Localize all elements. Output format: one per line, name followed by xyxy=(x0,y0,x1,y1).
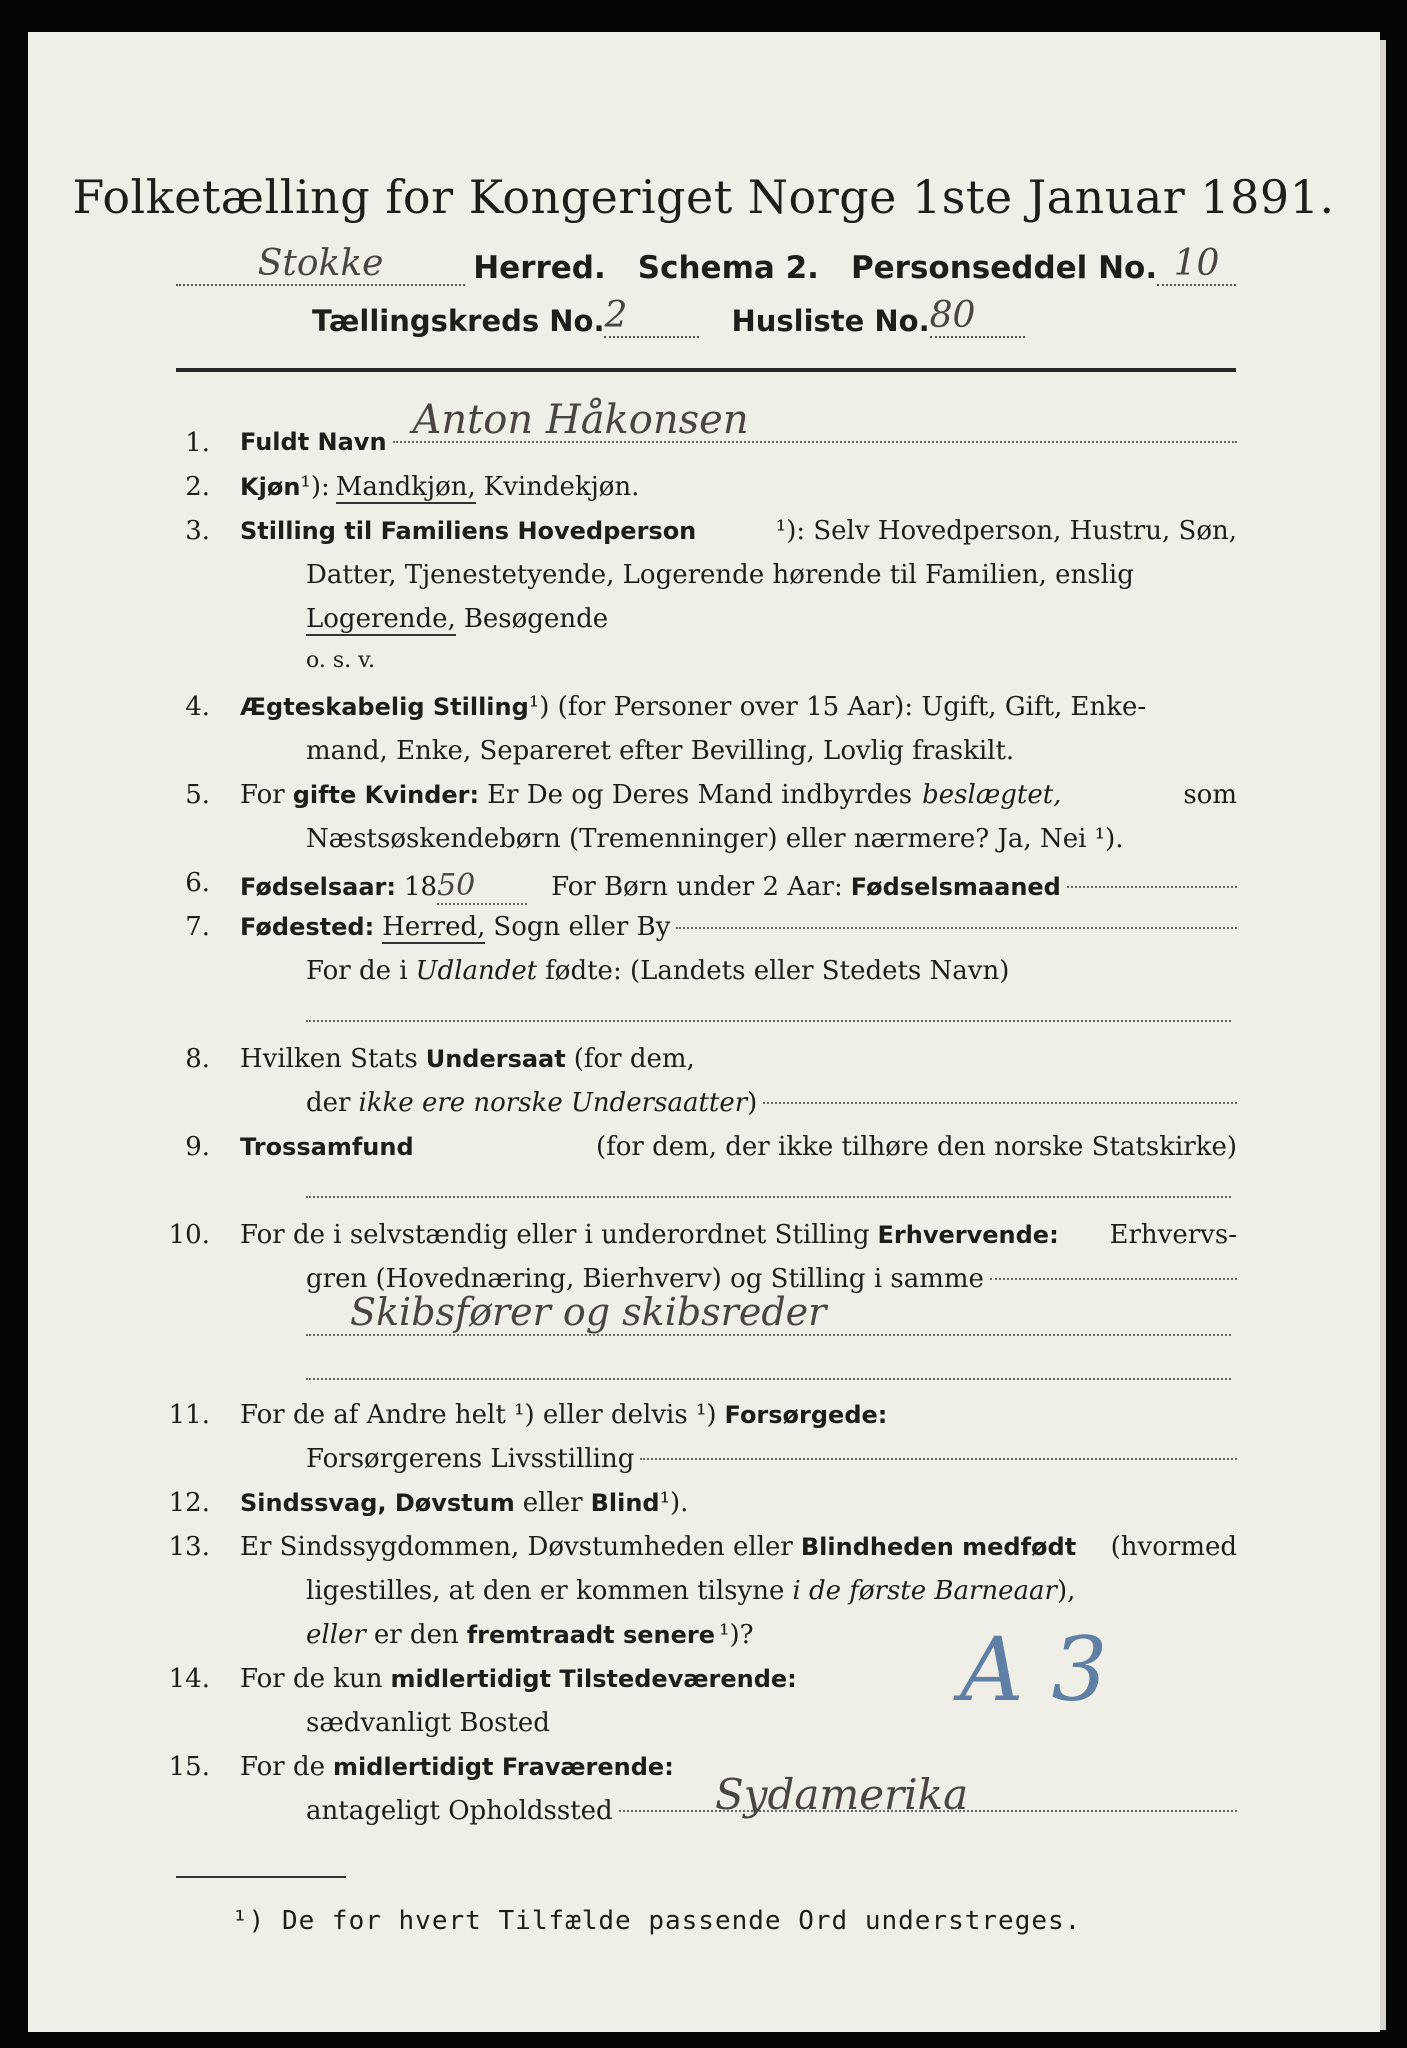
q10-line2: gren (Hovednæring, Bierhverv) og Stilling i samme xyxy=(306,1264,984,1294)
forsorgede-label: Forsørgede: xyxy=(724,1401,888,1429)
q15-pre: For de xyxy=(240,1752,325,1782)
item-4 xyxy=(0,692,1407,736)
fuldt-navn-label: Fuldt Navn xyxy=(240,428,387,456)
item-3 xyxy=(0,516,1407,560)
taellingskreds-value: 2 xyxy=(604,295,628,336)
q10-pre: For de i selvstændig eller i underordnet Stilling xyxy=(240,1220,870,1250)
kjon-label: Kjøn xyxy=(240,473,301,501)
item-number: 7. xyxy=(185,912,210,942)
q5-beslaegtet: beslægtet, xyxy=(922,780,1062,810)
answer-line-10a xyxy=(306,1334,1231,1336)
herred-field xyxy=(176,243,465,286)
occupation-answer: Skibsfører og skibsreder xyxy=(350,1290,827,1334)
q7-text: Sogn eller By xyxy=(493,912,671,942)
blue-annotation: A 3 xyxy=(960,1618,1108,1721)
q15-line2: antageligt Opholdssted xyxy=(306,1796,613,1826)
form-title: Folketælling for Kongeriget Norge 1ste Januar 1891. xyxy=(72,170,1335,224)
q11-line2: Forsørgerens Livsstilling xyxy=(306,1444,635,1474)
item-number: 3. xyxy=(185,516,210,546)
fodselsaar-field xyxy=(437,868,527,905)
item-15-line-2 xyxy=(0,1796,1407,1840)
q13-line2-pre: ligestilles, at den er kommen tilsyne xyxy=(306,1576,785,1606)
gifte-kvinder-label: gifte Kvinder: xyxy=(292,781,480,809)
item-8-line-2 xyxy=(0,1088,1407,1132)
item-10 xyxy=(0,1220,1407,1264)
item-12 xyxy=(0,1488,1407,1532)
q5-pre: For xyxy=(240,780,285,810)
q7-line2-pre: For de i xyxy=(306,956,408,986)
item-number: 15. xyxy=(168,1752,210,1782)
item-number: 2. xyxy=(185,472,210,502)
undersaat-label: Undersaat xyxy=(425,1045,566,1073)
q7-udlandet: Udlandet xyxy=(415,956,538,986)
answer-line-7 xyxy=(306,1020,1231,1022)
item-6 xyxy=(0,868,1407,912)
q8-line2-it: ikke ere norske Undersaatter xyxy=(358,1088,748,1118)
header-row-herred xyxy=(176,236,1236,286)
item-number: 9. xyxy=(185,1132,210,1162)
q11-pre: For de af Andre helt ¹) eller delvis ¹) xyxy=(240,1400,717,1430)
husliste-field xyxy=(930,295,1025,338)
q14-pre: For de kun xyxy=(240,1664,383,1694)
osv-text: o. s. v. xyxy=(306,648,375,673)
item-13 xyxy=(0,1532,1407,1576)
q6-text: For Børn under 2 Aar: xyxy=(551,872,843,902)
q13-line3-it: eller xyxy=(306,1620,366,1650)
fodested-label: Fødested: xyxy=(240,913,375,941)
q14-line2: sædvanligt Bosted xyxy=(306,1708,550,1738)
option-kvindekjon: Kvindekjøn. xyxy=(483,472,640,502)
stilling-label: Stilling til Familiens Hovedperson xyxy=(240,517,697,545)
footnote-mark: ¹)? xyxy=(719,1620,754,1650)
fodselsaar-prefix: 18 xyxy=(404,872,438,902)
footnote: ¹) De for hvert Tilfælde passende Ord understreges. xyxy=(232,1906,1082,1936)
q8-line2-pre: der xyxy=(306,1088,351,1118)
stilling-options-1: ¹): Selv Hovedperson, Hustru, Søn, xyxy=(775,516,1237,546)
husliste-label: Husliste No. xyxy=(731,304,930,338)
item-1 xyxy=(0,397,1407,472)
footnote-rule xyxy=(176,1876,346,1878)
stilling-options-2: Datter, Tjenestetyende, Logerende hørende til Familien, enslig xyxy=(306,560,1134,590)
item-3-line-2 xyxy=(0,560,1407,604)
q5-text: Er De og Deres Mand indbyrdes xyxy=(487,780,913,810)
q13-pre: Er Sindssygdommen, Døvstumheden eller xyxy=(240,1532,793,1562)
option-mandkjon: Mandkjøn, xyxy=(335,472,476,502)
item-13-line-2 xyxy=(0,1576,1407,1620)
fodselsaar-label: Fødselsaar: xyxy=(240,873,396,901)
item-7 xyxy=(0,912,1407,956)
item-number: 13. xyxy=(168,1532,210,1562)
item-8 xyxy=(0,1044,1407,1088)
q8-pre: Hvilken Stats xyxy=(240,1044,418,1074)
item-7-line-2 xyxy=(0,956,1407,1000)
fravaerende-label: midlertidigt Fraværende: xyxy=(333,1753,674,1781)
q13-rest: (hvormed xyxy=(1110,1532,1237,1562)
option-herred: Herred, xyxy=(382,912,486,942)
sindssvag-label: Sindssvag, Døvstum xyxy=(240,1489,515,1517)
opholdssted-answer: Sydamerika xyxy=(715,1770,969,1819)
item-9 xyxy=(0,1132,1407,1176)
item-2 xyxy=(0,472,1407,516)
blind-label: Blind xyxy=(590,1489,660,1517)
item-11-line-2 xyxy=(0,1444,1407,1488)
item-11 xyxy=(0,1400,1407,1444)
blindheden-label: Blindheden medfødt xyxy=(800,1533,1077,1561)
husliste-value: 80 xyxy=(929,295,976,336)
item-number: 4. xyxy=(185,692,210,722)
q5-som: som xyxy=(1183,780,1237,810)
aegteskab-options-2: mand, Enke, Separeret efter Bevilling, Lovlig fraskilt. xyxy=(306,736,1015,766)
herred-label: Herred. xyxy=(473,250,606,286)
taellingskreds-field xyxy=(604,295,699,338)
q7-line2-rest: fødte: (Landets eller Stedets Navn) xyxy=(545,956,1010,986)
item-number: 6. xyxy=(185,868,210,898)
item-3-line-4 xyxy=(0,648,1407,692)
personseddel-label: Personseddel No. xyxy=(850,250,1158,286)
item-number: 5. xyxy=(185,780,210,810)
item-14-line-2 xyxy=(0,1708,1407,1752)
item-14 xyxy=(0,1664,1407,1708)
item-3-line-3 xyxy=(0,604,1407,648)
q10-rest: Erhvervs- xyxy=(1109,1220,1237,1250)
q8-rest: (for dem, xyxy=(573,1044,695,1074)
q5-text-2: Næstsøskendebørn (Tremenninger) eller nærmere? Ja, Nei ¹). xyxy=(306,824,1124,854)
aegteskab-label: Ægteskabelig Stilling xyxy=(240,693,529,721)
q13-line2-end: ), xyxy=(1056,1576,1076,1606)
herred-value: Stokke xyxy=(257,243,384,284)
fodselsmaaned-label: Fødselsmaaned xyxy=(850,873,1061,901)
item-number: 14. xyxy=(168,1664,210,1694)
header-rule xyxy=(176,368,1236,372)
aegteskab-options-1: ¹) (for Personer over 15 Aar): Ugift, Gift, Enke- xyxy=(528,692,1147,722)
item-4-line-2 xyxy=(0,736,1407,780)
fodselsaar-answer: 50 xyxy=(437,868,476,903)
taellingskreds-label: Tællingskreds No. xyxy=(312,304,605,338)
q13-line2-it: i de første Barneaar xyxy=(792,1576,1057,1606)
personseddel-value: 10 xyxy=(1173,243,1220,284)
footnote-mark: ¹): xyxy=(300,472,330,502)
header-row-taellingskreds xyxy=(312,288,1112,338)
answer-line-10b xyxy=(306,1378,1231,1380)
q13-line3-pre: er den xyxy=(373,1620,459,1650)
item-number: 8. xyxy=(185,1044,210,1074)
item-number: 11. xyxy=(168,1400,210,1430)
item-15 xyxy=(0,1752,1407,1796)
item-number: 1. xyxy=(185,428,210,458)
item-number: 12. xyxy=(168,1488,210,1518)
q9-rest: (for dem, der ikke tilhøre den norske Statskirke) xyxy=(595,1132,1237,1162)
item-number: 10. xyxy=(168,1220,210,1250)
q12-eller: eller xyxy=(522,1488,583,1518)
name-answer: Anton Håkonsen xyxy=(412,397,749,443)
trossamfund-label: Trossamfund xyxy=(240,1133,414,1161)
fremtraadt-label: fremtraadt senere xyxy=(466,1621,716,1649)
item-5 xyxy=(0,780,1407,824)
q8-line2-end: ) xyxy=(747,1088,758,1118)
schema-label: Schema 2. xyxy=(637,250,819,286)
tilstedevaerende-label: midlertidigt Tilstedeværende: xyxy=(390,1665,797,1693)
option-logerende: Logerende, xyxy=(306,604,456,634)
answer-line-9 xyxy=(306,1196,1231,1198)
item-5-line-2 xyxy=(0,824,1407,868)
footnote-mark: ¹). xyxy=(659,1488,689,1518)
erhvervende-label: Erhvervende: xyxy=(877,1221,1059,1249)
personseddel-field xyxy=(1157,243,1236,286)
item-13-line-3 xyxy=(0,1620,1407,1664)
option-besogende: Besøgende xyxy=(463,604,609,634)
